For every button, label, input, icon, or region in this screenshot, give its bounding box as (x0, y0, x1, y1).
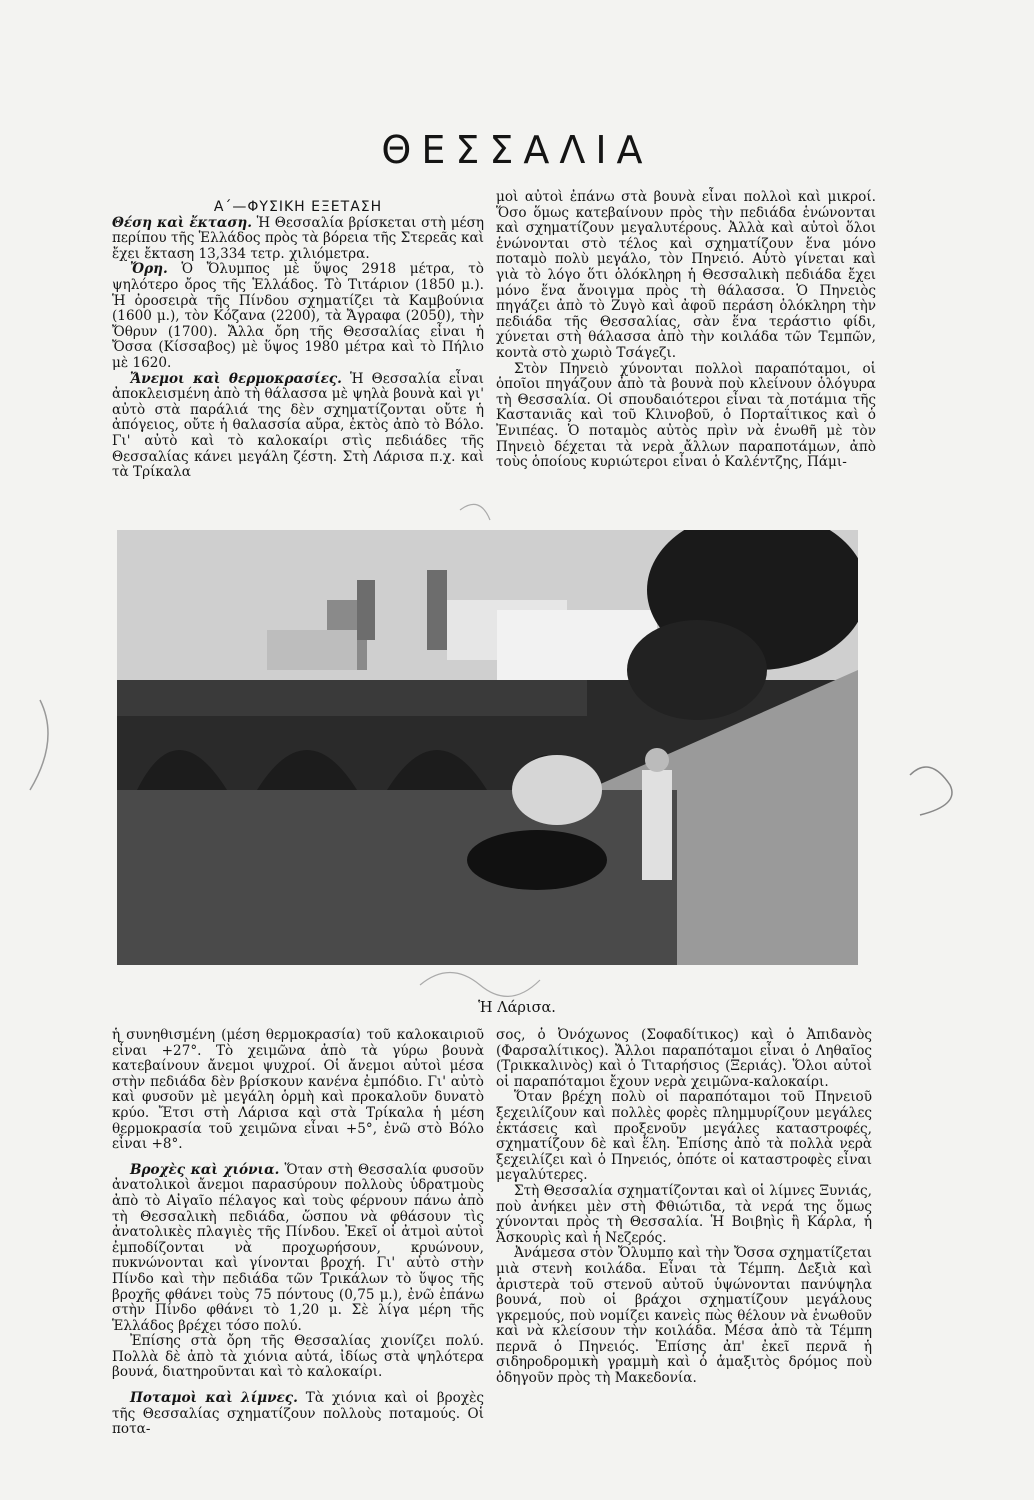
paragraph-text: Ἡ Θεσσαλία βρίσκεται στὴ μέση περίπου τῆς Ἑλλάδος πρὸς τὰ βόρεια τῆς Στερεᾶς καὶ ἔχει ἔκταση 13,334 τετρ. χιλιόμετρα. (112, 214, 484, 262)
paragraph-text: Στὴ Θεσσαλία σχηματίζονται καὶ οἱ λίμνες Ξυνιάς, ποὺ ἀνήκει μὲν στὴ Φθιώτιδα, τὰ νερά της ὅμως χύνονται πρὸς τὴ Θεσσαλία. Ἡ Βοιβηὶς ἢ Κάρλα, ἡ Ἀσκουρὶς καὶ ἡ Νεζερός. (496, 1182, 872, 1246)
paragraph-heading: Θέση καὶ ἔκταση. (112, 214, 253, 231)
paragraph-text: σος, ὁ Ὀνόχωνος (Σοφαδίτικος) καὶ ὁ Ἀπιδανὸς (Φαρσαλίτικος). Ἄλλοι παραπόταμοι εἶναι ὁ Ληθαῖος (Τρικκαλινὸς) καὶ ὁ Τιταρήσιος (Ξεριάς). Ὅλοι αὐτοὶ οἱ παραπόταμοι ἔχουν νερὰ χειμῶνα-καλοκαίρι. (496, 1027, 872, 1090)
paragraph-text: Ἡ Θεσσαλία εἶναι ἀποκλεισμένη ἀπὸ τὴ θάλασσα μὲ ψηλὰ βουνὰ καὶ γι' αὐτὸ στὰ παράλιά της δὲν σχηματίζονται οὔτε ἡ ἀπόγειος, οὔτε ἡ θαλασσία αὔρα, ἐκτὸς ἀπὸ τὸ Βόλο. Γι' αὐτὸ καὶ τὸ καλοκαίρι στὶς πεδιάδες τῆς Θεσσαλίας κάνει μεγάλη ζέστη. Στὴ Λάρισα π.χ. καὶ τὰ Τρίκαλα (112, 370, 484, 481)
paragraph-text: Στὸν Πηνειὸ χύνονται πολλοὶ παραπόταμοι, οἱ ὁποῖοι πηγάζουν ἀπὸ τὰ βουνὰ ποὺ κλείνουν ὁλόγυρα τὴ Θεσσαλία. Οἱ σπουδαιότεροι εἶναι τὰ ποτάμια τῆς Καστανιᾶς καὶ τοῦ Κλινοβοῦ, ὁ Πορταΐτικος καὶ ὁ Ἐνιπέας. Ὁ ποταμὸς αὐτὸς πρὶν νὰ ἑνωθῆ μὲ τὸν Πηνειὸ δέχεται τὰ νερὰ ἄλλων παραποτάμων, ἀπὸ τοὺς ὁποίους κυριώτεροι εἶναι ὁ Καλέντζης, Πάμι- (496, 360, 876, 471)
page-title: ΘΕΣΣΑΛΙΑ (381, 128, 653, 172)
paragraph-text: Τὰ χιόνια καὶ οἱ βροχὲς τῆς Θεσσαλίας σχηματίζουν πολλοὺς ποταμούς. Οἱ ποτα- (112, 1390, 484, 1438)
paragraph-text: ἡ συνηθισμένη (μέση θερμοκρασία) τοῦ καλοκαιριοῦ εἶναι +27°. Τὸ χειμῶνα ἀπὸ τὰ γύρω βουνὰ κατεβαίνουν ἄνεμοι ψυχροί. Οἱ ἄνεμοι αὐτοὶ μέσα στὴν πεδιάδα δὲν βρίσκουν κανένα ἐμπόδιο. Γι' αὐτὸ καὶ φυσοῦν μὲ μεγάλη ὁρμὴ καὶ προκαλοῦν δυνατὸ κρύο. Ἔτσι στὴ Λάρισα καὶ στὰ Τρίκαλα ἡ μέση θερμοκρασία τοῦ χειμῶνα εἶναι +5°, ἐνῶ στὸ Βόλο εἶναι +8°. (112, 1027, 484, 1153)
paragraph-text: Ἐπίσης στὰ ὄρη τῆς Θεσσαλίας χιονίζει πολύ. Πολλὰ δὲ ἀπὸ τὰ χιόνια αὐτά, ἰδίως στὰ ψηλότερα βουνά, διατηροῦνται καὶ τὸ καλοκαίρι. (112, 1333, 484, 1381)
paragraph-text: Ὅταν στὴ Θεσσαλία φυσοῦν ἀνατολικοὶ ἄνεμοι παρασύρουν πολλοὺς ὑδρατμοὺς ἀπὸ τὸ Αἰγαῖο πέλαγος καὶ τοὺς φέρνουν πάνω ἀπὸ τὴ Θεσσαλικὴ πεδιάδα, ὥσπου νὰ φθάσουν τὶς ἀνατολικὲς πλαγιὲς τῆς Πίνδου. Ἐκεῖ οἱ ἀτμοὶ αὐτοὶ ἐμποδίζονται νὰ προχωρήσουν, κρυώνουν, πυκνώνονται καὶ γίνονται βροχή. Γι' αὐτὸ στὴν Πίνδο καὶ τὴν πεδιάδα τῶν Τρικάλων τὸ ὕψος τῆς βροχῆς φθάνει τοὺς 75 πόντους (0,75 μ.), ἐνῶ ἐπάνω στὴν Πίνδο φθάνει τὸ 1,20 μ. Σὲ λίγα μέρη τῆς Ἑλλάδος βρέχει τόσο πολύ. (112, 1161, 484, 1334)
paragraph-heading: Βροχὲς καὶ χιόνια. (130, 1161, 280, 1178)
paragraph-heading: Ποταμοὶ καὶ λίμνες. (130, 1390, 298, 1407)
paragraph-text: Ὁ Ὄλυμπος μὲ ὕψος 2918 μέτρα, τὸ ψηλότερο ὄρος τῆς Ἑλλάδος. Τὸ Τιτάριον (1850 μ.). Ἡ ὀροσειρὰ τῆς Πίνδου σχηματίζει τὰ Καμβούνια (1600 μ.), τὸν Κόζανα (2200), τὰ Ἄγραφα (2050), τὴν Ὄθρυν (1700). Ἄλλα ὄρη τῆς Θεσσαλίας εἶναι ἡ Ὄσσα (Κίσσαβος) μὲ ὕψος 1980 μέτρα καὶ τὸ Πήλιο μὲ 1620. (112, 261, 484, 371)
paragraph-text: Ἀνάμεσα στὸν Ὄλυμπο καὶ τὴν Ὄσσα σχηματίζεται μιὰ στενὴ κοιλάδα. Εἶναι τὰ Τέμπη. Δεξιὰ καὶ ἀριστερὰ τοῦ στενοῦ αὐτοῦ ὑψώνονται πανύψηλα βουνά, ποὺ οἱ βράχοι σχηματίζουν μεγάλους γκρεμούς, ποὺ νομίζει κανεὶς πὼς θέλουν νὰ ἑνωθοῦν καὶ νὰ κλείσουν τὴν κοιλάδα. Μέσα ἀπὸ τὰ Τέμπη περνᾶ ὁ Πηνειός. Ἐπίσης ἀπ' ἐκεῖ περνᾶ ἡ σιδηροδρομικὴ γραμμὴ καὶ ὁ ἁμαξιτὸς δρόμος ποὺ ὁδηγοῦν πρὸς τὴ Μακεδονία. (496, 1245, 872, 1387)
paragraph-text: μοὶ αὐτοὶ ἐπάνω στὰ βουνὰ εἶναι πολλοὶ καὶ μικροί. Ὅσο ὅμως κατεβαίνουν πρὸς τὴν πεδιάδα ἑνώνονται καὶ σχηματίζουν μεγαλυτέρους. Ἀλλὰ καὶ αὐτοὶ ὅλοι ἑνώνονται στὸ τέλος καὶ σχηματίζουν ἕνα μόνο ποταμὸ πολὺ μεγάλο, τὸν Πηνειό. Αὐτὸ γίνεται καὶ γιὰ τὸ λόγο ὅτι ὁλόκληρη ἡ Θεσσαλικὴ πεδιάδα ἔχει μόνο ἕνα ἄνοιγμα πρὸς τὴ θάλασσα. Ὁ Πηνειὸς πηγάζει ἀπὸ τὸ Ζυγὸ καὶ ἀφοῦ περάση ὁλόκληρη τὴν πεδιάδα τῆς Θεσσαλίας, σὰν ἕνα τεράστιο φίδι, χύνεται στὴ θάλασσα ἀπὸ τὴν κοιλάδα τῶν Τεμπῶν, κοντὰ στὸ χωριὸ Τσάγεζι. (496, 189, 876, 361)
paragraph-heading: Ἄνεμοι καὶ θερμοκρασίες. (130, 370, 342, 387)
paragraph-text: Ὅταν βρέχη πολὺ οἱ παραπόταμοι τοῦ Πηνειοῦ ξεχειλίζουν καὶ πολλὲς φορὲς πλημμυρίζουν μεγάλες ἐκτάσεις καὶ προξενοῦν μεγάλες καταστροφές, σχηματίζουν δὲ καὶ ἕλη. Ἐπίσης ἀπὸ τὰ πολλὰ νερὰ ξεχειλίζει καὶ ὁ Πηνειός, ὁπότε οἱ καταστροφὲς εἶναι μεγαλύτερες. (496, 1089, 872, 1184)
photo-caption: Ἡ Λάρισα. (478, 1000, 556, 1016)
section-heading: Α΄—ΦΥΣΙΚΗ ΕΞΕΤΑΣΗ (213, 199, 383, 215)
paragraph-heading: Ὄρη. (130, 261, 168, 278)
